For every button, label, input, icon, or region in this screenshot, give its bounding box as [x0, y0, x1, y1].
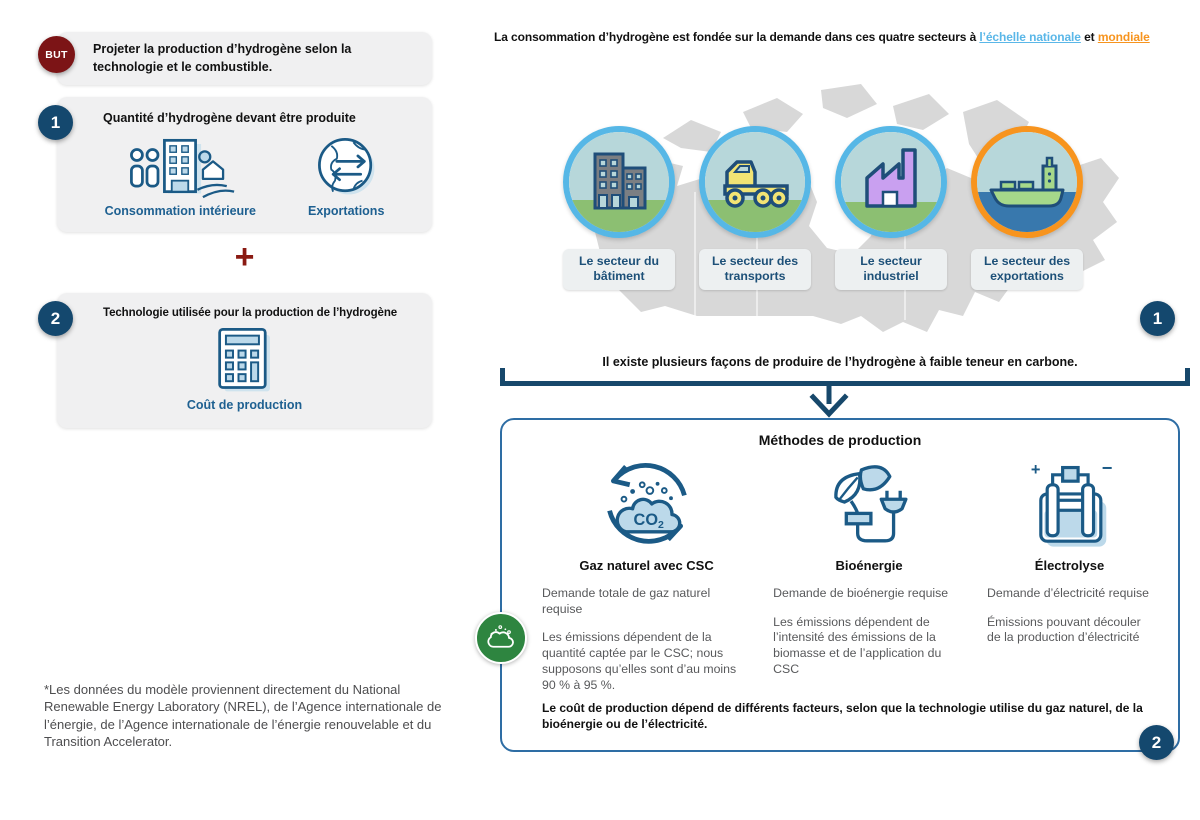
domestic-consumption-item — [105, 133, 256, 218]
demand-header-prefix: La consommation d’hydrogène est fondée sur la demande dans ces quatre secteurs à — [494, 30, 980, 44]
sector-exports — [971, 126, 1083, 290]
truck-icon — [705, 132, 805, 232]
bracket — [500, 368, 1190, 386]
method-natural-gas-para2: Les émissions dépendent de la quantité captée par le CSC; nous supposons qu’elles sont d’au moins 90 % à 95 %. — [542, 630, 737, 692]
method-natural-gas-para1: Demande totale de gaz naturel requise — [542, 586, 711, 616]
production-cost-item — [187, 327, 302, 412]
method-electrolysis — [987, 452, 1152, 693]
goal-box — [57, 32, 432, 85]
step2-title: Technologie utilisée pour la production de l’hydrogène — [103, 307, 398, 319]
domestic-consumption-icon — [119, 133, 241, 199]
sector-transport-label: Le secteur des transports — [699, 249, 811, 290]
bridge-text: Il existe plusieurs façons de produire de l’hydrogène à faible teneur en carbone. — [602, 355, 1078, 369]
method-bioenergy-para1: Demande de bioénergie requise — [773, 586, 949, 600]
flow-badge-1: 1 — [1140, 301, 1175, 336]
methods-title: Méthodes de production — [758, 432, 922, 448]
sector-industrial — [835, 126, 947, 290]
method-electrolysis-para1: Demande d’électricité requise — [986, 586, 1149, 600]
sector-transport — [699, 126, 811, 290]
sector-industrial-label: Le secteur industriel — [835, 249, 947, 290]
sector-building-label: Le secteur du bâtiment — [563, 249, 675, 290]
flow-badge-2: 2 — [1139, 725, 1174, 760]
bioenergy-plug-icon — [817, 455, 921, 551]
co2-capture-icon — [594, 455, 700, 551]
step1-title: Quantité d’hydrogène devant être produite — [103, 111, 356, 125]
goal-row — [38, 32, 432, 85]
plus-sign: + — [234, 238, 255, 276]
svg-text:CO2: CO2 — [633, 511, 664, 531]
method-natural-gas-heading: Gaz naturel avec CSC — [579, 558, 714, 573]
factory-icon — [841, 132, 941, 232]
goal-badge: BUT — [38, 36, 75, 73]
exports-globe-icon — [313, 133, 379, 199]
production-cost-label: Coût de production — [186, 398, 303, 412]
sector-row — [563, 126, 1083, 290]
method-bioenergy — [773, 452, 965, 693]
national-scale-link[interactable]: l’échelle nationale — [979, 30, 1081, 44]
calculator-icon — [213, 327, 275, 393]
map-area — [497, 70, 1197, 362]
down-arrow-icon — [806, 386, 852, 418]
method-natural-gas — [542, 452, 751, 693]
step2-number-badge: 2 — [38, 301, 73, 336]
building-icon — [569, 132, 669, 232]
exports-item — [308, 133, 384, 218]
step2-box — [38, 293, 432, 428]
goal-text: Projeter la production d’hydrogène selon la technologie et le combustible. — [93, 42, 352, 74]
global-scale-link[interactable]: mondiale — [1097, 30, 1150, 44]
exports-label: Exportations — [308, 204, 385, 218]
methods-footer: Le coût de production dépend de différents facteurs, selon que la technologie utilise du gaz naturel, de la bioénergie ou de l’électricité. — [542, 701, 1143, 732]
methods-box — [500, 418, 1180, 752]
step1-box — [38, 97, 432, 232]
sector-building — [563, 126, 675, 290]
emissions-cloud-icon — [485, 623, 517, 653]
ship-icon — [977, 132, 1077, 232]
sector-exports-label: Le secteur des exportations — [971, 249, 1083, 290]
footnote: *Les données du modèle proviennent directement du National Renewable Energy Laboratory (NREL), de l’Agence internationale de l’énergie, de l’Agence internationale de l’énergie renouvelable et du Transition Accelerator. — [44, 682, 442, 749]
method-electrolysis-para2: Émissions pouvant découler de la production d’électricité — [986, 614, 1141, 645]
step1-number-badge: 1 — [38, 105, 73, 140]
svg-text:+: + — [1031, 460, 1041, 479]
emissions-cloud-badge — [475, 612, 527, 664]
domestic-consumption-label: Consommation intérieure — [104, 204, 256, 218]
method-bioenergy-para2: Les émissions dépendent de l’intensité des émissions de la biomasse et de l’application du CSC — [773, 614, 942, 676]
method-electrolysis-heading: Électrolyse — [1034, 558, 1105, 573]
svg-text:−: − — [1102, 457, 1113, 478]
method-bioenergy-heading: Bioénergie — [835, 558, 903, 573]
electrolysis-icon — [1019, 455, 1119, 551]
demand-header-middle: et — [1080, 30, 1098, 44]
demand-header — [494, 30, 1198, 44]
